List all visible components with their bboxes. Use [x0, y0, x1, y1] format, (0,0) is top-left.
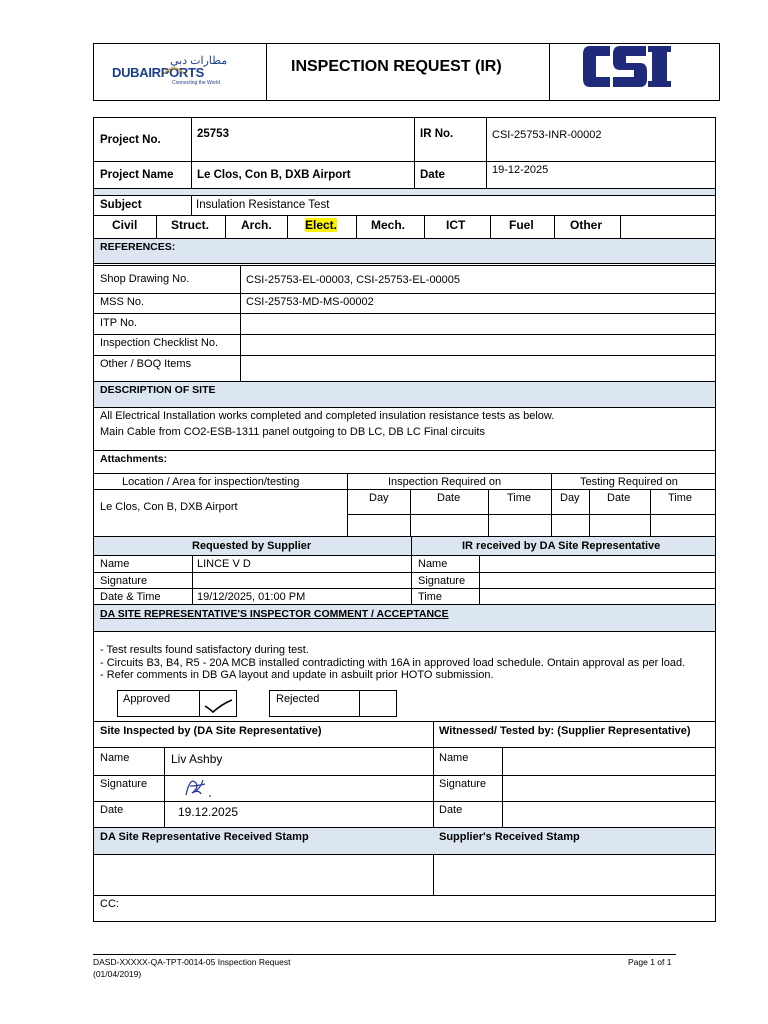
dubai-logo-text: DUBAIRPORTS [112, 65, 205, 80]
comment-line2: - Circuits B3, B4, R5 - 20A MCB installed contradicting with 16A in approved load schedule. Ontain approval as per load. [100, 657, 686, 669]
attachments-label: Attachments: [100, 453, 168, 465]
document-title: INSPECTION REQUEST (IR) [291, 58, 502, 75]
ir-received-header: IR received by DA Site Representative [462, 540, 661, 552]
comments-heading: DA SITE REPRESENTATIVE'S INSPECTOR COMMENT / ACCEPTANCE [100, 608, 449, 620]
testing-time-header: Time [668, 492, 693, 504]
date-label: Date [420, 169, 445, 181]
cc-label: CC: [100, 898, 119, 910]
ref-value-mss: CSI-25753-MD-MS-00002 [246, 296, 374, 308]
site-description-line1: All Electrical Installation works completed and completed insulation resistance tests as below. [100, 410, 555, 422]
comment-line3: - Refer comments in DB GA layout and update in asbuilt prior HOTO submission. [100, 669, 494, 681]
dubai-logo-arc-icon [108, 52, 233, 92]
footer-doc-date: (01/04/2019) [93, 969, 142, 979]
project-name-label: Project Name [100, 169, 174, 181]
ref-label-other: Other / BOQ Items [100, 358, 192, 370]
project-no-label: Project No. [100, 134, 161, 146]
discipline-civil: Civil [112, 218, 138, 232]
ref-label-mss: MSS No. [100, 296, 145, 308]
site-inspected-header: Site Inspected by (DA Site Representative) [100, 725, 322, 737]
inspection-time-header: Time [507, 492, 532, 504]
inspection-required-header: Inspection Required on [388, 476, 502, 488]
rejected-checkbox[interactable] [359, 690, 397, 717]
inspection-day-header: Day [369, 492, 389, 504]
footer-doc-ref: DASD-XXXXX-QA-TPT-0014-05 Inspection Request [93, 957, 291, 967]
discipline-arch: Arch. [241, 218, 272, 232]
testing-date-header: Date [607, 492, 631, 504]
location-header: Location / Area for inspection/testing [122, 476, 300, 488]
inspector-signature-label: Signature [100, 778, 148, 790]
da-stamp-label: DA Site Representative Received Stamp [100, 831, 309, 843]
testing-required-header: Testing Required on [580, 476, 678, 488]
inspector-name-label: Name [100, 752, 130, 764]
references-heading: REFERENCES: [100, 241, 176, 253]
supplier-name-value: LINCE V D [197, 558, 251, 570]
received-signature-label: Signature [418, 575, 466, 587]
supplier-signature-label: Signature [100, 575, 148, 587]
site-heading: DESCRIPTION OF SITE [100, 384, 216, 396]
ir-no-value: CSI-25753-INR-00002 [492, 129, 602, 141]
received-name-label: Name [418, 558, 448, 570]
inspector-name-value: Liv Ashby [171, 752, 223, 766]
witness-date-label: Date [439, 804, 463, 816]
discipline-ict: ICT [446, 218, 466, 232]
references-heading-row [94, 239, 715, 263]
csi-logo-icon [582, 44, 678, 89]
inspector-date-label: Date [100, 804, 124, 816]
csi-logo-text [0, 0, 2, 14]
project-name-value: Le Clos, Con B, DXB Airport [197, 169, 351, 181]
project-no-value: 25753 [197, 128, 229, 140]
ref-label-shop-drawing: Shop Drawing No. [100, 273, 190, 285]
approved-checkbox[interactable] [199, 690, 237, 717]
location-value: Le Clos, Con B, DXB Airport [100, 501, 238, 513]
testing-day-header: Day [560, 492, 580, 504]
csi-logo [582, 44, 678, 89]
supplier-name-label: Name [100, 558, 130, 570]
subject-label: Subject [100, 199, 142, 211]
inspector-date-value: 19.12.2025 [178, 805, 239, 819]
discipline-elect-selected: Elect. [305, 218, 338, 232]
header-divider-1 [266, 43, 267, 101]
ref-label-checklist: Inspection Checklist No. [100, 337, 218, 349]
discipline-fuel: Fuel [509, 218, 534, 232]
requested-by-supplier-header: Requested by Supplier [192, 540, 312, 552]
subject-value: Insulation Resistance Test [196, 199, 330, 211]
witness-signature-label: Signature [439, 778, 487, 790]
approved-label: Approved [123, 693, 171, 705]
ref-value-shop-drawing: CSI-25753-EL-00003, CSI-25753-EL-00005 [246, 274, 461, 286]
comment-line1: - Test results found satisfactory during test. [100, 644, 309, 656]
discipline-mech: Mech. [371, 218, 406, 232]
inspection-date-header: Date [437, 492, 461, 504]
witnessed-header: Witnessed/ Tested by: (Supplier Representative) [439, 725, 691, 737]
ir-no-label: IR No. [420, 128, 454, 140]
dubai-logo-arabic: مطارات دبي [170, 55, 228, 67]
supplier-datetime-label: Date & Time [100, 591, 161, 603]
footer-page: Page 1 of 1 [628, 957, 672, 967]
discipline-other: Other [570, 218, 603, 232]
supplier-datetime-value: 19/12/2025, 01:00 PM [197, 591, 306, 603]
site-description-line2: Main Cable from CO2-ESB-1311 panel outgoing to DB LC, DB LC Final circuits [100, 426, 485, 438]
discipline-struct: Struct. [171, 218, 210, 232]
witness-name-label: Name [439, 752, 469, 764]
header-divider-2 [549, 43, 550, 101]
date-value: 19-12-2025 [492, 164, 549, 176]
supplier-stamp-label: Supplier's Received Stamp [439, 831, 580, 843]
rejected-label: Rejected [276, 693, 320, 705]
dubai-logo-tagline: Connecting the World [172, 80, 220, 86]
ref-label-itp: ITP No. [100, 317, 138, 329]
dubai-airports-logo [108, 52, 233, 92]
footer-rule [93, 954, 676, 955]
received-time-label: Time [418, 591, 443, 603]
